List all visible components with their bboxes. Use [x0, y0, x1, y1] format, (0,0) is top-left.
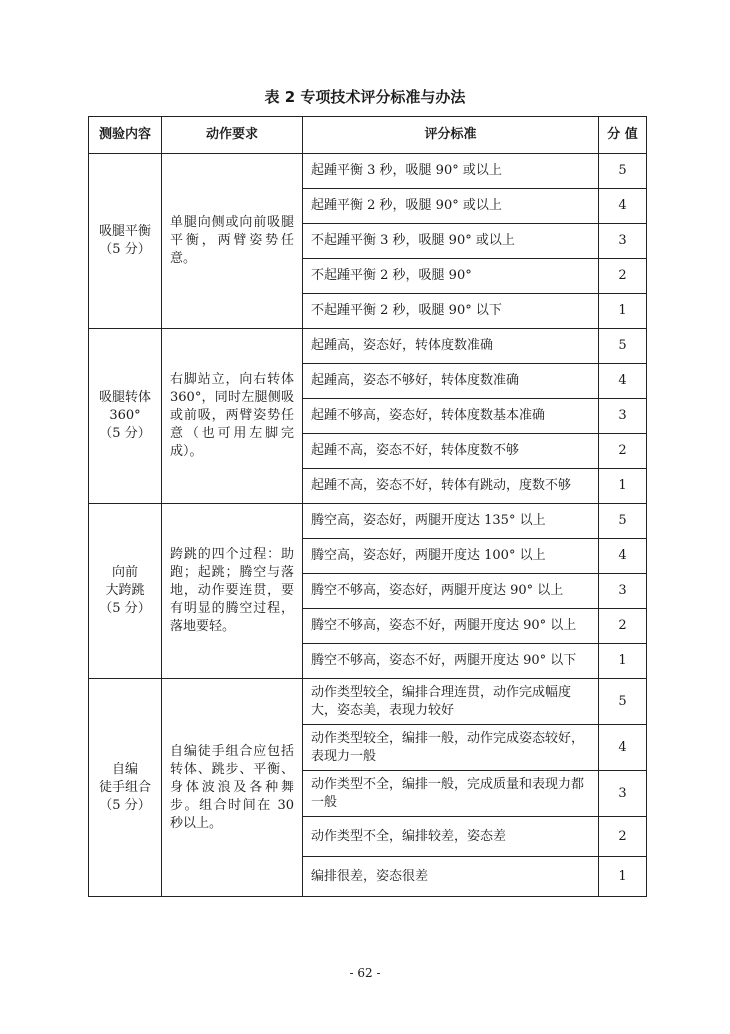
- requirement-cell: 自编徒手组合应包括转体、跳步、平衡、身体波浪及各种舞步。组合时间在 30 秒以上。: [162, 679, 303, 897]
- points-cell: 1: [599, 644, 647, 679]
- header-points: 分 值: [599, 117, 647, 154]
- item-cell: [89, 154, 162, 329]
- criterion-cell: 起踵平衡 3 秒，吸腿 90° 或以上: [303, 154, 599, 189]
- item-cell: [89, 679, 162, 897]
- criterion-cell: 起踵平衡 2 秒，吸腿 90° 或以上: [303, 189, 599, 224]
- points-cell: 3: [599, 399, 647, 434]
- item-line: （5 分）: [99, 601, 151, 616]
- points-cell: 4: [599, 364, 647, 399]
- table-row: [89, 679, 647, 725]
- criterion-cell: 腾空不够高，姿态好，两腿开度达 90° 以上: [303, 574, 599, 609]
- header-row: [89, 117, 647, 154]
- criterion-cell: 腾空高，姿态好，两腿开度达 100° 以上: [303, 539, 599, 574]
- points-cell: 2: [599, 609, 647, 644]
- criterion-cell: 腾空高，姿态好，两腿开度达 135° 以上: [303, 504, 599, 539]
- item-line: 360°: [109, 408, 141, 423]
- points-cell: 4: [599, 725, 647, 771]
- item-line: 吸腿平衡: [98, 224, 151, 239]
- criterion-cell: 不起踵平衡 3 秒，吸腿 90° 或以上: [303, 224, 599, 259]
- criterion-cell: 不起踵平衡 2 秒，吸腿 90°: [303, 259, 599, 294]
- points-cell: 5: [599, 504, 647, 539]
- points-cell: 2: [599, 259, 647, 294]
- requirement-cell: 跨跳的四个过程：助跑；起跳；腾空与落地，动作要连贯，要有明显的腾空过程，落地要轻。: [162, 504, 303, 679]
- points-cell: 5: [599, 154, 647, 189]
- requirement-cell: 单腿向侧或向前吸腿平衡，两臂姿势任意。: [162, 154, 303, 329]
- points-cell: 3: [599, 224, 647, 259]
- criterion-cell: 腾空不够高，姿态不好，两腿开度达 90° 以下: [303, 644, 599, 679]
- table-row: [89, 504, 647, 539]
- header-criterion: 评分标准: [303, 117, 599, 154]
- item-line: 大跨跳: [105, 583, 145, 598]
- table-row: [89, 154, 647, 189]
- points-cell: 1: [599, 857, 647, 897]
- points-cell: 3: [599, 771, 647, 817]
- criterion-cell: 起踵不高，姿态不好，转体有跳动，度数不够: [303, 469, 599, 504]
- item-line: 吸腿转体: [98, 390, 151, 405]
- item-line: 向前: [111, 565, 138, 580]
- criterion-cell: 起踵高，姿态不够好，转体度数准确: [303, 364, 599, 399]
- points-cell: 3: [599, 574, 647, 609]
- item-cell: [89, 504, 162, 679]
- points-cell: 5: [599, 329, 647, 364]
- page-number: - 62 -: [349, 966, 381, 980]
- scoring-table: [88, 116, 647, 897]
- points-cell: 4: [599, 539, 647, 574]
- item-line: （5 分）: [99, 242, 151, 257]
- points-cell: 4: [599, 189, 647, 224]
- points-cell: 1: [599, 469, 647, 504]
- criterion-cell: 腾空不够高，姿态不好，两腿开度达 90° 以上: [303, 609, 599, 644]
- table-title: 表 2 专项技术评分标准与办法: [264, 88, 466, 106]
- item-cell: [89, 329, 162, 504]
- points-cell: 2: [599, 817, 647, 857]
- criterion-cell: 不起踵平衡 2 秒，吸腿 90° 以下: [303, 294, 599, 329]
- criterion-cell: 起踵不够高，姿态好，转体度数基本准确: [303, 399, 599, 434]
- points-cell: 2: [599, 434, 647, 469]
- criterion-cell: 编排很差，姿态很差: [303, 857, 599, 897]
- header-requirement: 动作要求: [162, 117, 303, 154]
- criterion-cell: 动作类型较全，编排合理连贯，动作完成幅度大，姿态美，表现力较好: [303, 679, 599, 725]
- points-cell: 5: [599, 679, 647, 725]
- header-item: 测验内容: [89, 117, 162, 154]
- item-line: 自编: [111, 761, 138, 777]
- requirement-cell: 右脚站立，向右转体 360°，同时左腿侧吸或前吸，两臂姿势任意（也可用左脚完成）。: [162, 329, 303, 504]
- criterion-cell: 动作类型较全，编排一般，动作完成姿态较好，表现力一般: [303, 725, 599, 771]
- criterion-cell: 动作类型不全，编排一般，完成质量和表现力都一般: [303, 771, 599, 817]
- points-cell: 1: [599, 294, 647, 329]
- criterion-cell: 起踵不高，姿态不好，转体度数不够: [303, 434, 599, 469]
- item-line: （5 分）: [99, 426, 151, 441]
- criterion-cell: 起踵高，姿态好，转体度数准确: [303, 329, 599, 364]
- item-line: （5 分）: [99, 797, 151, 813]
- table-row: [89, 329, 647, 364]
- item-line: 徒手组合: [98, 779, 151, 795]
- criterion-cell: 动作类型不全，编排较差，姿态差: [303, 817, 599, 857]
